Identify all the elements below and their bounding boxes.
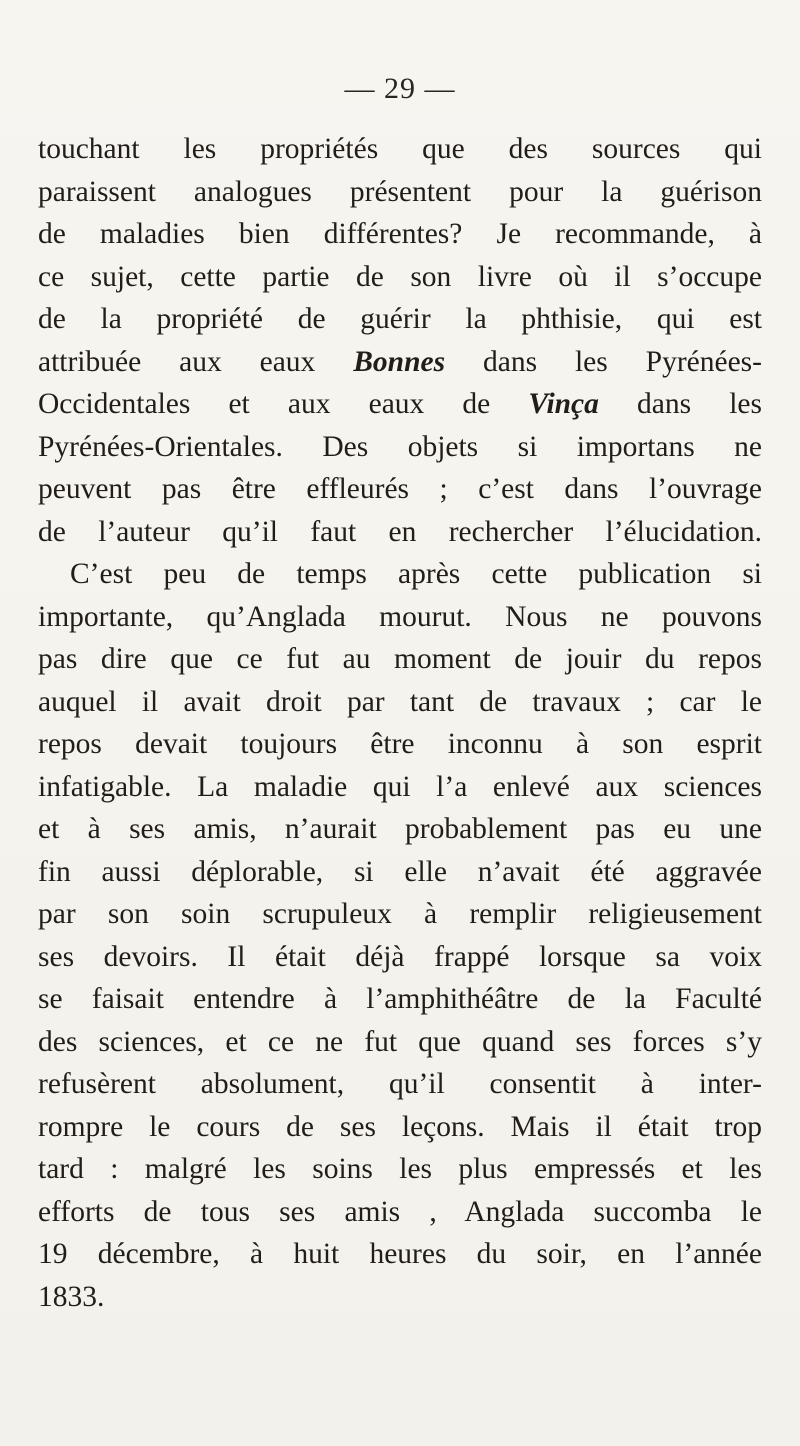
text-line: de la propriété de guérir la phthisie, qui est	[38, 303, 762, 335]
text-line: infatigable. La maladie qui l’a enlevé aux sciences	[38, 770, 762, 803]
text-line: se faisait entendre à l’amphithéâtre de la Faculté	[38, 983, 762, 1015]
text-line: tard : malgré les soins les plus empressés et les	[38, 1153, 762, 1185]
text-line	[38, 383, 762, 426]
text-line: de l’auteur qu’il faut en rechercher l’élucidation.	[38, 515, 762, 548]
text-segment: dans les Pyrénées-	[445, 345, 762, 378]
text-line: et à ses amis, n’aurait probablement pas eu une	[38, 813, 762, 845]
text-line: touchant les propriétés que des sources qui	[38, 133, 762, 165]
body-text	[38, 128, 762, 1318]
text-segment: Occidentales et aux eaux de	[38, 388, 529, 420]
text-line: importante, qu’Anglada mourut. Nous ne pouvons	[38, 600, 762, 633]
text-line: pas dire que ce fut au moment de jouir du repos	[38, 643, 762, 675]
text-line: efforts de tous ses amis , Anglada succomba le	[38, 1195, 762, 1228]
text-segment: dans les	[598, 388, 762, 420]
text-line: paraissent analogues présentent pour la guérison	[38, 175, 762, 208]
text-segment: attribuée aux eaux	[38, 345, 354, 378]
text-line: des sciences, et ce ne fut que quand ses forces s’y	[38, 1025, 762, 1058]
text-line: de maladies bien différentes? Je recommande, à	[38, 218, 762, 250]
text-line: peuvent pas être effleurés ; c’est dans l’ouvrage	[38, 473, 762, 505]
text-line: ses devoirs. Il était déjà frappé lorsque sa voix	[38, 940, 762, 973]
text-line-last: 1833.	[38, 1280, 105, 1313]
text-line: auquel il avait droit par tant de travaux ; car le	[38, 685, 762, 718]
text-line: 19 décembre, à huit heures du soir, en l’année	[38, 1238, 762, 1270]
text-line: fin aussi déplorable, si elle n’avait été aggravée	[38, 855, 762, 888]
text-line: repos devait toujours être inconnu à son esprit	[38, 728, 762, 760]
paragraph-start-line: C’est peu de temps après cette publication si	[70, 558, 762, 590]
italic-term-vinca: Vinça	[528, 388, 599, 420]
text-line	[38, 341, 762, 384]
page-number: — 29 —	[344, 72, 456, 105]
text-line: par son soin scrupuleux à remplir religieusement	[38, 898, 762, 930]
italic-term-bonnes: Bonnes	[353, 345, 446, 378]
text-line: ce sujet, cette partie de son livre où il s’occupe	[38, 260, 762, 293]
text-line: refusèrent absolument, qu’il consentit à inter-	[38, 1068, 762, 1100]
text-line: rompre le cours de ses leçons. Mais il était trop	[38, 1110, 762, 1143]
text-line: Pyrénées-Orientales. Des objets si importans ne	[38, 430, 762, 463]
